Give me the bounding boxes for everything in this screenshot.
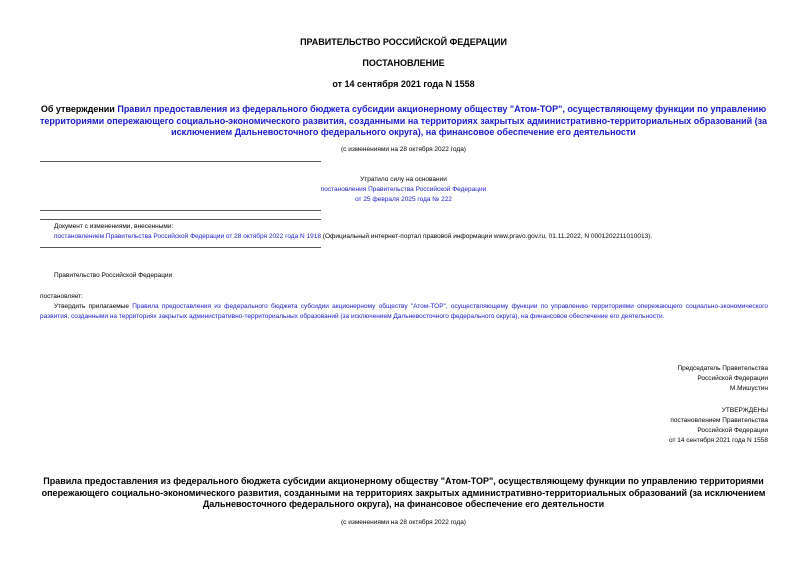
amendments-line xyxy=(54,232,784,242)
signature-block xyxy=(400,364,768,394)
repeal-note: Утратило силу на основании xyxy=(360,176,447,183)
approved-org: Российской Федерации xyxy=(697,427,768,434)
edition-note: (с изменениями на 28 октября 2022 года) xyxy=(341,146,466,153)
approved-block xyxy=(400,406,768,446)
repeal-decree-link[interactable]: постановления Правительства Российской Федерации xyxy=(320,186,487,193)
approve-paragraph xyxy=(40,302,768,322)
document-subject xyxy=(40,104,767,139)
divider xyxy=(40,161,321,162)
approved-date-number: от 14 сентября 2021 года N 1558 xyxy=(669,437,768,444)
rules-edition-note: (с изменениями на 28 октября 2022 года) xyxy=(341,519,466,526)
approve-rules-link[interactable]: Правила предоставления из федерального бюджета субсидии акционерному обществу "Атом-ТОР", осуществляющему функции по управлению территориями опережающего социально-экономического развития, созданными на территориях закрытых административно-территориальных образований (за исключением Дальневосточного федерального округа), на финансовое обеспечение его деятельности. xyxy=(40,303,769,320)
amendment-decree-link[interactable]: постановлением Правительства Российской Федерации от 28 октября 2022 года N 1918 xyxy=(54,233,321,240)
government-title: ПРАВИТЕЛЬСТВО РОССИЙСКОЙ ФЕДЕРАЦИИ xyxy=(300,37,507,47)
signature-position: Председатель Правительства xyxy=(677,365,768,372)
approved-heading: УТВЕРЖДЕНЫ xyxy=(721,407,768,414)
divider xyxy=(40,247,321,248)
government-name: Правительство Российской Федерации xyxy=(54,272,173,279)
amendment-source: (Официальный интернет-портал правовой информации www.pravo.gov.ru, 01.11.2022, N 0001202211010013). xyxy=(320,233,653,240)
amendments-intro: Документ с изменениями, внесенными: xyxy=(54,223,174,230)
subject-prefix: Об утверждении xyxy=(40,104,118,114)
repeal-link-line1 xyxy=(0,185,807,195)
approve-prefix: Утвердить прилагаемые xyxy=(54,303,133,310)
signature-name: М.Мишустин xyxy=(729,385,768,392)
rules-title: Правила предоставления из федерального бюджета субсидии акционерному обществу "Атом-ТОР", осуществляющему функции по управлению территориями опережающего социально-экономического развития, созданными на территориях закрытых административно-территориальных образований (за исключением Дальневосточного федерального округа), на финансовое обеспечение его деятельности xyxy=(41,476,766,509)
resolves-label: постановляет: xyxy=(40,293,83,300)
divider xyxy=(40,210,321,211)
approved-by: постановлением Правительства xyxy=(670,417,768,424)
subject-rules-link[interactable]: Правил предоставления из федерального бюджета субсидии акционерному обществу "Атом-ТОР", осуществляющему функции по управлению территориями опережающего социально-экономического развития, созданными на территориях закрытых административно-территориальных образований (за исключением Дальневосточного федерального округа), на финансовое обеспечение его деятельности xyxy=(40,104,767,137)
signature-org: Российской Федерации xyxy=(697,375,768,382)
document-date-number: от 14 сентября 2021 года N 1558 xyxy=(332,79,475,89)
divider xyxy=(40,219,321,220)
repeal-link-line2 xyxy=(0,195,807,205)
document-type: ПОСТАНОВЛЕНИЕ xyxy=(362,58,445,68)
repeal-decree-date-link[interactable]: от 25 февраля 2025 года № 222 xyxy=(355,196,452,203)
